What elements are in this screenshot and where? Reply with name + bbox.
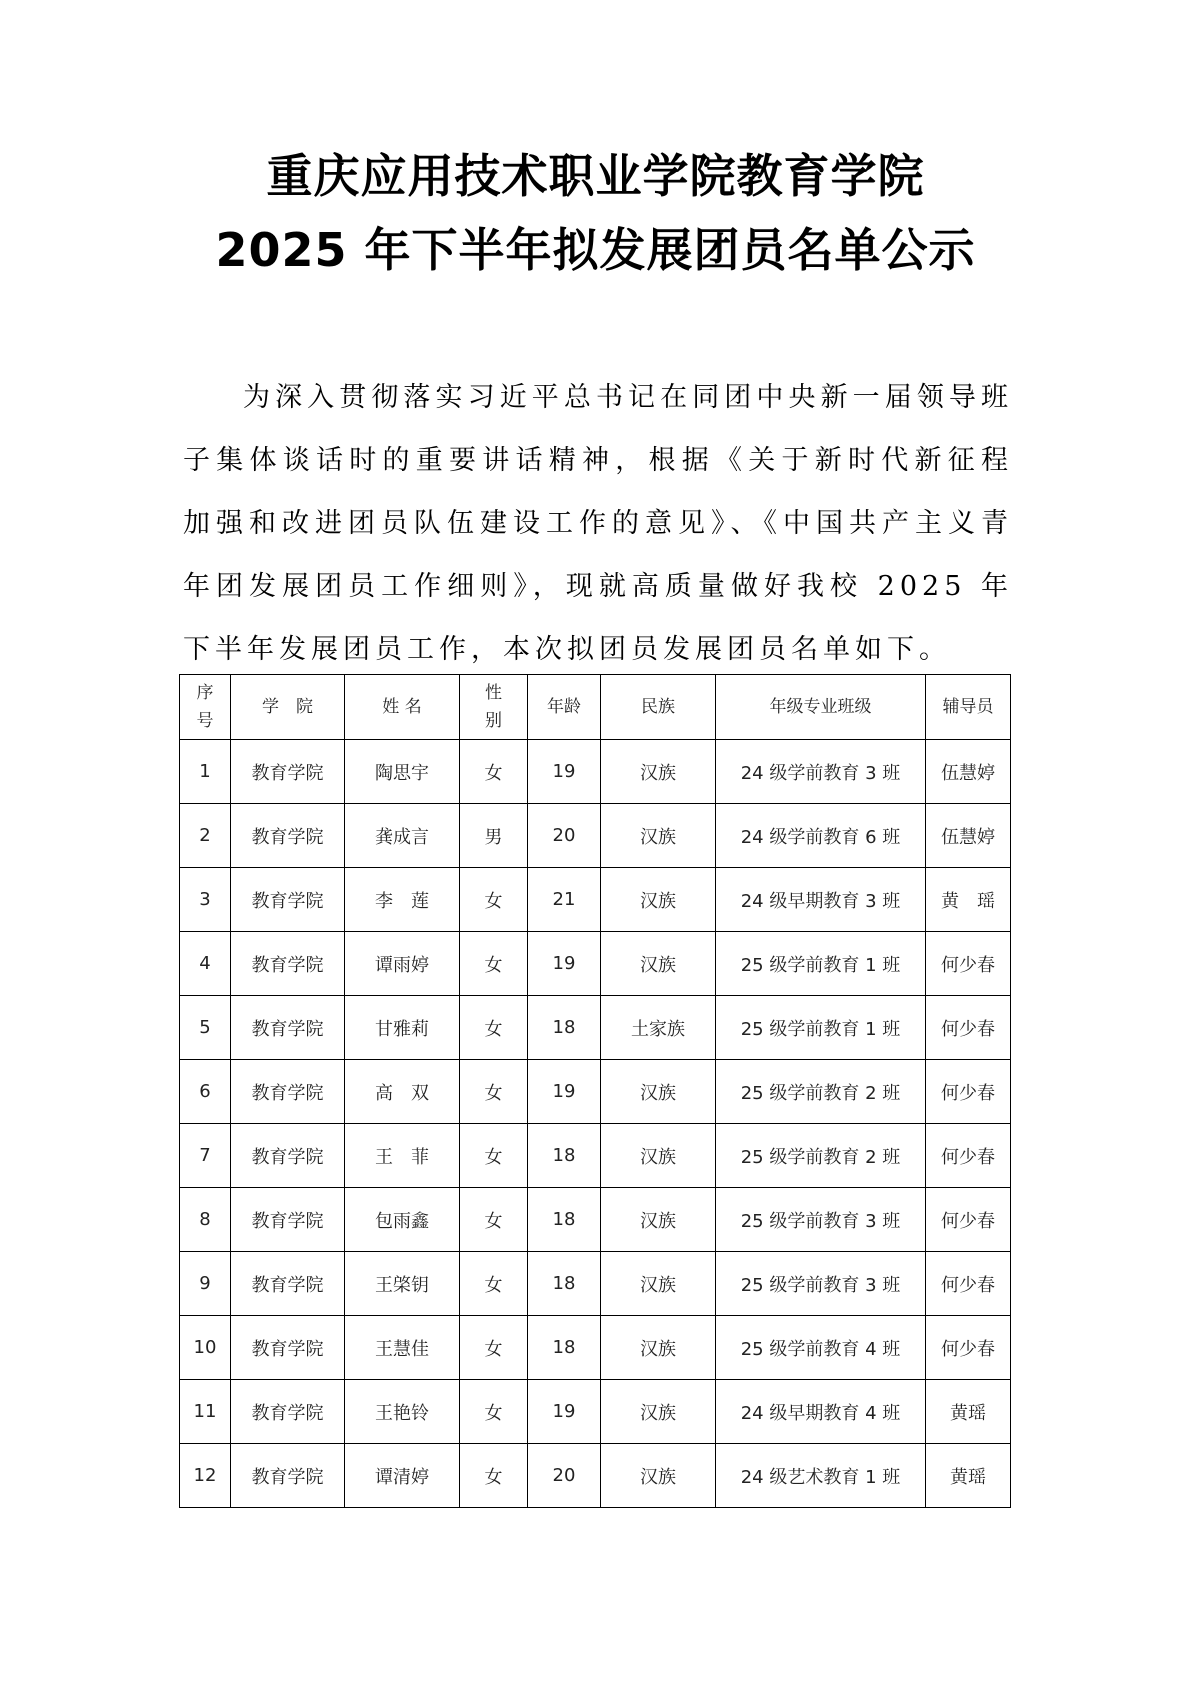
cell-age: 21 <box>528 868 601 932</box>
cell-name: 谭清婷 <box>345 1444 460 1508</box>
cell-college: 教育学院 <box>231 1316 345 1380</box>
cell-index: 6 <box>180 1060 231 1124</box>
cell-class: 25 级学前教育 1 班 <box>716 996 926 1060</box>
table-row <box>180 932 1011 996</box>
cell-ethnicity: 土家族 <box>601 996 716 1060</box>
cell-ethnicity: 汉族 <box>601 1380 716 1444</box>
cell-ethnicity: 汉族 <box>601 1060 716 1124</box>
header-gender: 性别 <box>460 675 528 740</box>
cell-counselor: 何少春 <box>926 932 1011 996</box>
cell-name: 高 双 <box>345 1060 460 1124</box>
document-title-line-2: 2025 年下半年拟发展团员名单公示 <box>215 223 976 277</box>
cell-college: 教育学院 <box>231 1252 345 1316</box>
cell-counselor: 何少春 <box>926 1060 1011 1124</box>
cell-name: 王艳铃 <box>345 1380 460 1444</box>
cell-college: 教育学院 <box>231 1444 345 1508</box>
cell-college: 教育学院 <box>231 1060 345 1124</box>
cell-gender: 女 <box>460 868 528 932</box>
cell-name: 陶思宇 <box>345 740 460 804</box>
table-row <box>180 996 1011 1060</box>
cell-age: 20 <box>528 1444 601 1508</box>
cell-class: 25 级学前教育 3 班 <box>716 1188 926 1252</box>
cell-counselor: 何少春 <box>926 1316 1011 1380</box>
cell-age: 18 <box>528 1124 601 1188</box>
cell-gender: 女 <box>460 932 528 996</box>
cell-index: 7 <box>180 1124 231 1188</box>
cell-college: 教育学院 <box>231 740 345 804</box>
cell-college: 教育学院 <box>231 996 345 1060</box>
header-college: 学 院 <box>231 675 345 740</box>
cell-class: 25 级学前教育 4 班 <box>716 1316 926 1380</box>
cell-age: 19 <box>528 932 601 996</box>
cell-age: 19 <box>528 740 601 804</box>
cell-class: 24 级早期教育 3 班 <box>716 868 926 932</box>
table-header-row <box>180 675 1011 740</box>
cell-ethnicity: 汉族 <box>601 868 716 932</box>
document-title-line-1: 重庆应用技术职业学院教育学院 <box>266 149 925 203</box>
cell-gender: 女 <box>460 1316 528 1380</box>
cell-gender: 女 <box>460 1252 528 1316</box>
table-row <box>180 740 1011 804</box>
cell-ethnicity: 汉族 <box>601 1188 716 1252</box>
cell-index: 8 <box>180 1188 231 1252</box>
cell-class: 24 级艺术教育 1 班 <box>716 1444 926 1508</box>
cell-ethnicity: 汉族 <box>601 932 716 996</box>
cell-ethnicity: 汉族 <box>601 1252 716 1316</box>
cell-index: 2 <box>180 804 231 868</box>
cell-ethnicity: 汉族 <box>601 804 716 868</box>
member-roster-table <box>179 674 1011 1508</box>
cell-college: 教育学院 <box>231 868 345 932</box>
header-ethnicity: 民族 <box>601 675 716 740</box>
cell-age: 19 <box>528 1380 601 1444</box>
cell-college: 教育学院 <box>231 932 345 996</box>
header-class: 年级专业班级 <box>716 675 926 740</box>
cell-age: 18 <box>528 996 601 1060</box>
cell-class: 24 级早期教育 4 班 <box>716 1380 926 1444</box>
notice-body-paragraph: 为深入贯彻落实习近平总书记在同团中央新一届领导班子集体谈话时的重要讲话精神，根据《关于新时代新征程加强和改进团员队伍建设工作的意见》、《中国共产主义青年团发展团员工作细则》，现就高质量做好我校 2025 年下半年发展团员工作，本次拟团员发展团员名单如下。 <box>183 382 1013 665</box>
table-row <box>180 1060 1011 1124</box>
cell-counselor: 黄瑶 <box>926 1380 1011 1444</box>
cell-gender: 女 <box>460 740 528 804</box>
table-row <box>180 1252 1011 1316</box>
cell-college: 教育学院 <box>231 1188 345 1252</box>
cell-counselor: 何少春 <box>926 1252 1011 1316</box>
table-row <box>180 1188 1011 1252</box>
cell-age: 18 <box>528 1188 601 1252</box>
header-counselor: 辅导员 <box>926 675 1011 740</box>
cell-ethnicity: 汉族 <box>601 1124 716 1188</box>
cell-college: 教育学院 <box>231 1124 345 1188</box>
cell-class: 25 级学前教育 2 班 <box>716 1124 926 1188</box>
cell-class: 24 级学前教育 3 班 <box>716 740 926 804</box>
cell-index: 1 <box>180 740 231 804</box>
cell-ethnicity: 汉族 <box>601 1444 716 1508</box>
cell-college: 教育学院 <box>231 1380 345 1444</box>
header-index: 序号 <box>180 675 231 740</box>
cell-name: 包雨鑫 <box>345 1188 460 1252</box>
table-row <box>180 1380 1011 1444</box>
cell-counselor: 何少春 <box>926 1188 1011 1252</box>
cell-age: 20 <box>528 804 601 868</box>
cell-counselor: 伍慧婷 <box>926 740 1011 804</box>
cell-index: 10 <box>180 1316 231 1380</box>
cell-index: 9 <box>180 1252 231 1316</box>
cell-counselor: 伍慧婷 <box>926 804 1011 868</box>
cell-class: 24 级学前教育 6 班 <box>716 804 926 868</box>
cell-index: 5 <box>180 996 231 1060</box>
cell-name: 甘雅莉 <box>345 996 460 1060</box>
cell-age: 19 <box>528 1060 601 1124</box>
cell-ethnicity: 汉族 <box>601 740 716 804</box>
cell-counselor: 黄瑶 <box>926 1444 1011 1508</box>
cell-gender: 女 <box>460 1060 528 1124</box>
header-age: 年龄 <box>528 675 601 740</box>
cell-counselor: 何少春 <box>926 1124 1011 1188</box>
cell-gender: 女 <box>460 1124 528 1188</box>
cell-name: 王慧佳 <box>345 1316 460 1380</box>
cell-index: 11 <box>180 1380 231 1444</box>
cell-age: 18 <box>528 1316 601 1380</box>
cell-name: 王棨钥 <box>345 1252 460 1316</box>
cell-index: 4 <box>180 932 231 996</box>
cell-name: 谭雨婷 <box>345 932 460 996</box>
cell-ethnicity: 汉族 <box>601 1316 716 1380</box>
header-name: 姓 名 <box>345 675 460 740</box>
cell-index: 3 <box>180 868 231 932</box>
cell-gender: 男 <box>460 804 528 868</box>
cell-counselor: 黄 瑶 <box>926 868 1011 932</box>
table-body <box>180 740 1011 1508</box>
table-row <box>180 804 1011 868</box>
cell-counselor: 何少春 <box>926 996 1011 1060</box>
cell-college: 教育学院 <box>231 804 345 868</box>
cell-gender: 女 <box>460 996 528 1060</box>
cell-name: 龚成言 <box>345 804 460 868</box>
table-row <box>180 1124 1011 1188</box>
cell-name: 王 菲 <box>345 1124 460 1188</box>
cell-gender: 女 <box>460 1188 528 1252</box>
cell-index: 12 <box>180 1444 231 1508</box>
cell-name: 李 莲 <box>345 868 460 932</box>
table-row <box>180 1444 1011 1508</box>
cell-class: 25 级学前教育 2 班 <box>716 1060 926 1124</box>
cell-gender: 女 <box>460 1444 528 1508</box>
table-row <box>180 1316 1011 1380</box>
table-row <box>180 868 1011 932</box>
cell-gender: 女 <box>460 1380 528 1444</box>
cell-class: 25 级学前教育 3 班 <box>716 1252 926 1316</box>
cell-class: 25 级学前教育 1 班 <box>716 932 926 996</box>
cell-age: 18 <box>528 1252 601 1316</box>
